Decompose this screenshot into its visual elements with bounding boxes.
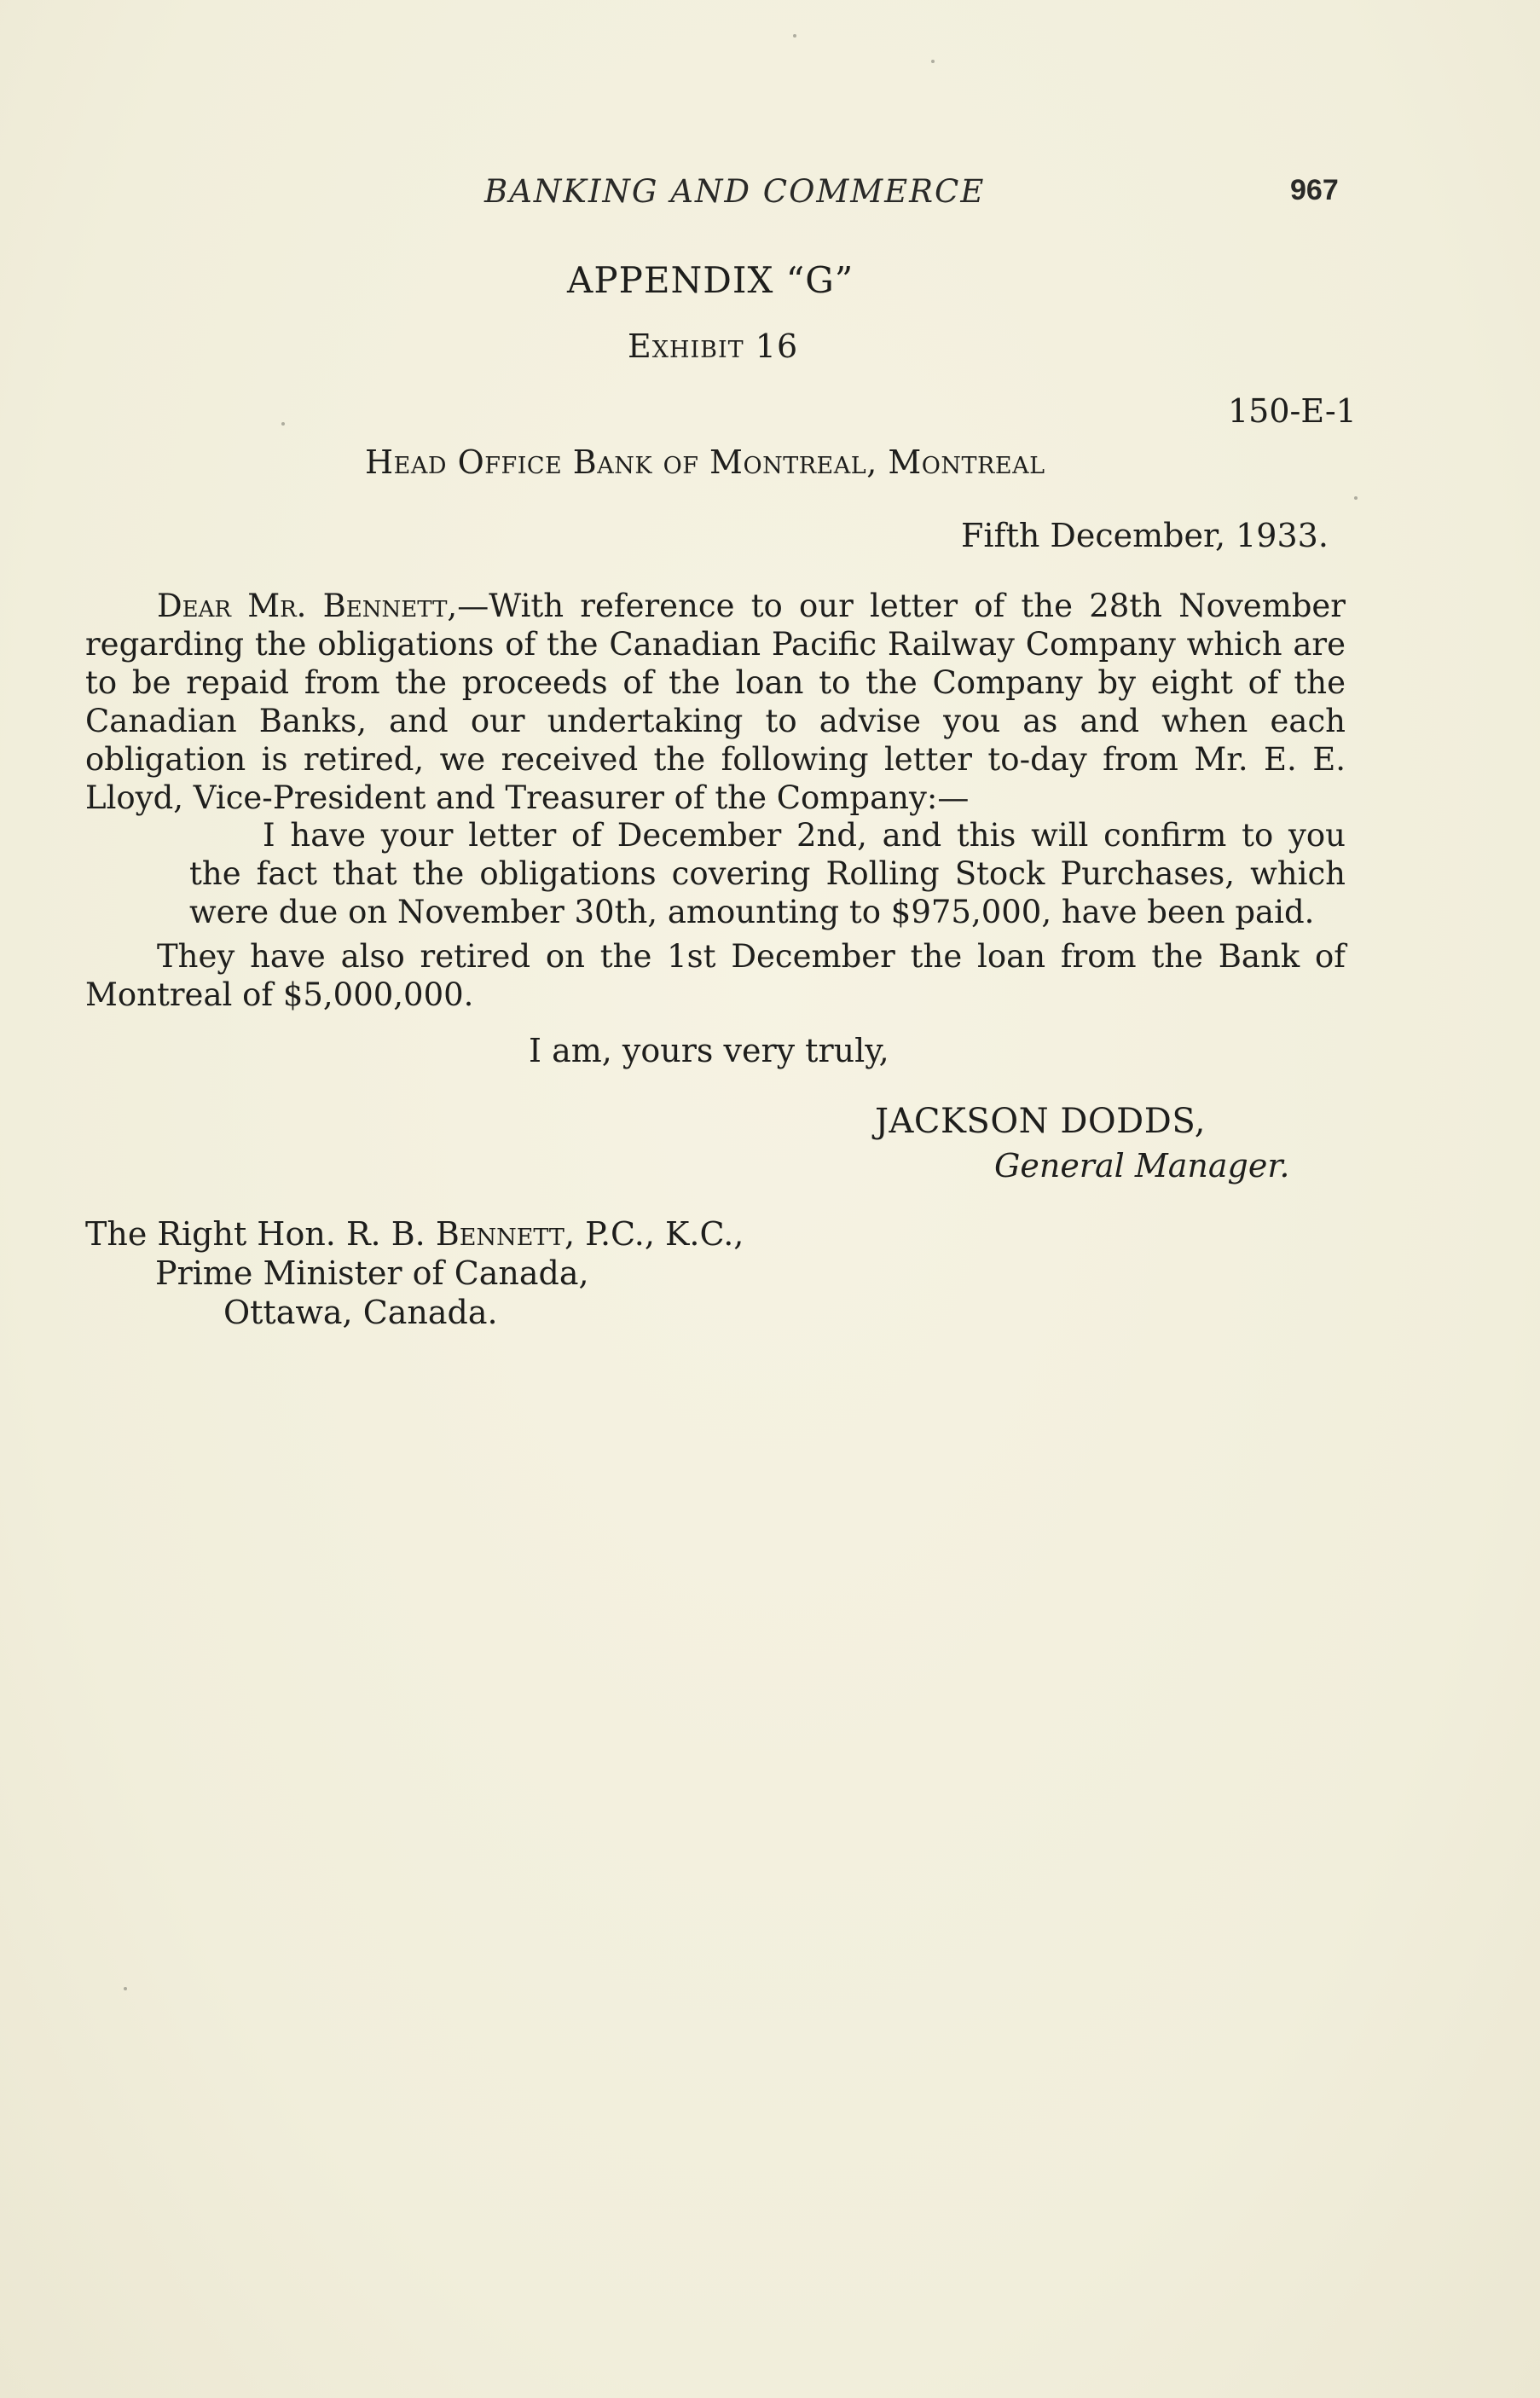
addressee-line-1	[85, 1215, 744, 1253]
paper-speck	[1354, 496, 1358, 500]
paper-speck	[124, 1987, 127, 1990]
closing: I am, yours very truly,	[529, 1032, 889, 1069]
signatory-title: General Manager.	[994, 1147, 1290, 1185]
body-paragraph-1	[85, 587, 1346, 817]
page-number: 967	[1290, 174, 1339, 206]
addressee-suffix: , P.C., K.C.,	[564, 1215, 744, 1253]
paper-speck	[281, 422, 285, 426]
paper-speck	[931, 60, 935, 63]
paper-speck	[793, 34, 796, 38]
addressee-line-3: Ottawa, Canada.	[223, 1294, 498, 1331]
addressee-name: Bennett	[435, 1215, 564, 1253]
body-paragraph-1-text: —With reference to our letter of the 28th November regarding the obligations of the Canadian Pacific Railway Company which are to be repaid from the proceeds of the loan to the Company by eight of the Canadian Banks, and our undertaking to advise you as and when each obligation is retired, we received the following letter to-day from Mr. E. E. Lloyd, Vice-President and Treasurer of the Company:—	[85, 588, 1346, 816]
reference-code: 150-E-1	[1228, 392, 1357, 430]
addressee-line-2: Prime Minister of Canada,	[155, 1254, 589, 1292]
body-paragraph-2: They have also retired on the 1st December the loan from the Bank of Montreal of $5,000,000.	[85, 938, 1346, 1013]
addressee-prefix: The Right Hon. R. B.	[85, 1215, 436, 1253]
letterhead: Head Office Bank of Montreal, Montreal	[365, 443, 1045, 481]
appendix-title: APPENDIX “G”	[567, 259, 854, 301]
running-head: BANKING AND COMMERCE	[484, 173, 986, 210]
letter-date: Fifth December, 1933.	[961, 517, 1329, 554]
signatory-name: JACKSON DODDS,	[875, 1102, 1207, 1141]
quoted-letter: I have your letter of December 2nd, and this will confirm to you the fact that the obligations covering Rolling Stock Purchases, which were due on November 30th, amounting to $975,000, have been paid.	[189, 817, 1346, 930]
salutation: Dear Mr. Bennett,	[157, 588, 458, 624]
exhibit-label: Exhibit 16	[628, 327, 799, 365]
